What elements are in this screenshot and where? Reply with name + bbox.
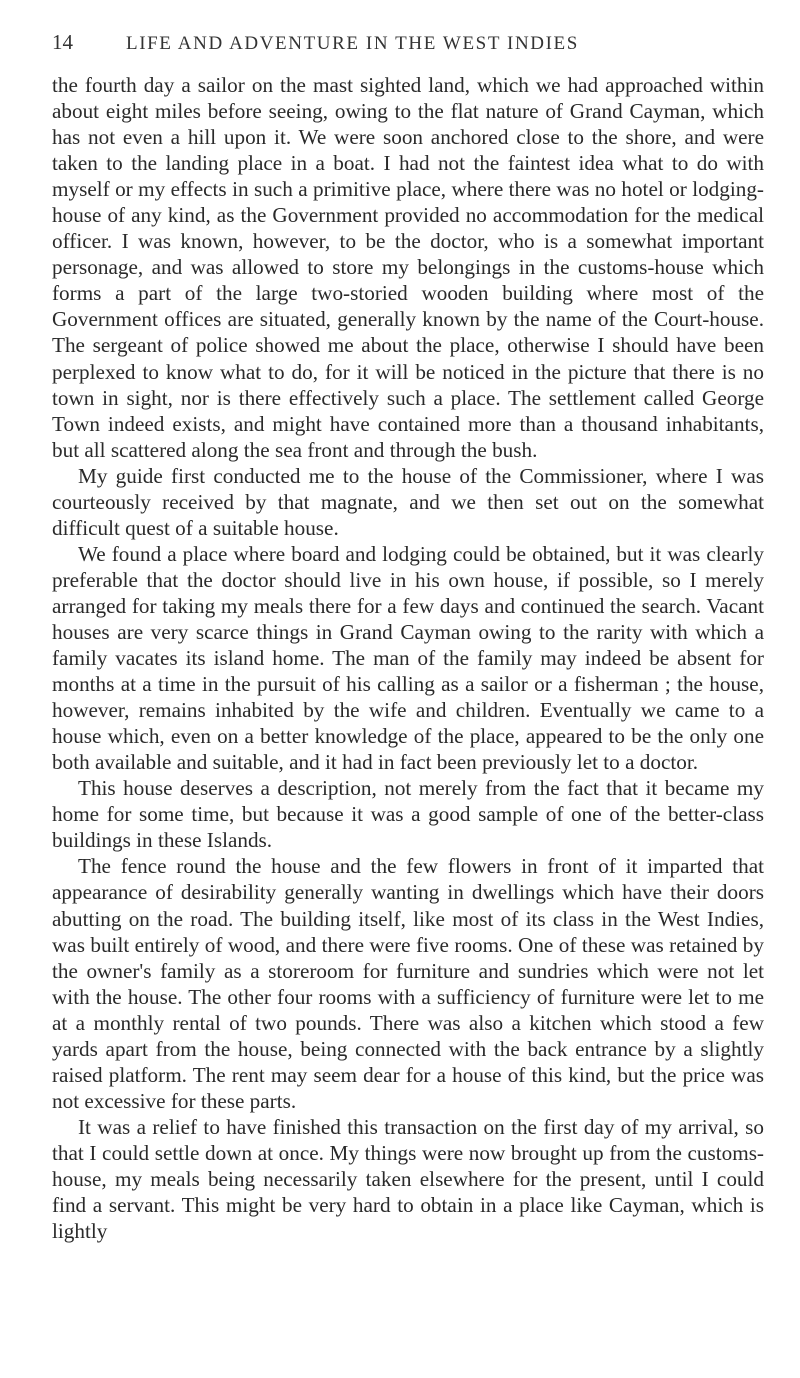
paragraph-3: We found a place where board and lodging could be obtained, but it was clearly preferable that the doctor should live in his own house, if possible, so I merely arranged for taking my meals there for a few days and continued the search. Vacant houses are very scarce things in Grand Cayman owing to the rarity with which a family vacates its island home. The man of the family may indeed be absent for months at a time in the pursuit of his calling as a sailor or a fisherman ; the house, however, remains inhabited by the wife and children. Eventually we came to a house which, even on a better knowledge of the place, appeared to be the only one both available and suitable, and it had in fact been previously let to a doctor. — [52, 541, 764, 775]
paragraph-5: The fence round the house and the few flowers in front of it imparted that appearance of desirability generally wanting in dwellings which have their doors abutting on the road. The building itself, like most of its class in the West Indies, was built entirely of wood, and there were five rooms. One of these was retained by the owner's family as a storeroom for furniture and sundries which were not let with the house. The other four rooms with a sufficiency of furniture were let to me at a monthly rental of two pounds. There was also a kitchen which stood a few yards apart from the house, being connected with the back entrance by a slightly raised platform. The rent may seem dear for a house of this kind, but the price was not excessive for these parts. — [52, 854, 764, 1113]
paragraph-1: the fourth day a sailor on the mast sighted land, which we had approached within about eight miles before seeing, owing to the flat nature of Grand Cayman, which has not even a hill upon it. We were soon anchored close to the shore, and were taken to the landing place in a boat. I had not the faintest idea what to do with myself or my effects in such a primitive place, where there was no hotel or lodging-house of any kind, as the Government provided no accommodation for the medical officer. I was known, however, to be the doctor, who is a somewhat important personage, and was allowed to store my belongings in the customs-house which forms a part of the large two-storied wooden building where most of the Government offices are situated, generally known by the name of the Court-house. The sergeant of police showed me about the place, otherwise I should have been perplexed to know what to do, for it will be noticed in the picture that there is no town in sight, nor is there effectively such a place. The settlement called George Town indeed exists, and might have contained more than a thousand inhabitants, but all scattered along the sea front and through the bush. — [52, 73, 764, 462]
paragraph-6: It was a relief to have finished this transaction on the first day of my arrival, so that I could settle down at once. My things were now brought up from the customs-house, my meals being necessarily taken elsewhere for the present, until I could find a servant. This might be very hard to obtain in a place like Cayman, which is lightly — [52, 1114, 764, 1244]
body-text — [52, 72, 764, 1244]
page-number: 14 — [52, 30, 73, 54]
paragraph-2: My guide first conducted me to the house of the Commissioner, where I was courteously received by that magnate, and we then set out on the somewhat difficult quest of a suitable house. — [52, 463, 764, 540]
running-title: LIFE AND ADVENTURE IN THE WEST INDIES — [126, 33, 579, 54]
paragraph-4: This house deserves a description, not merely from the fact that it became my home for some time, but because it was a good sample of one of the better-class buildings in these Islands. — [52, 776, 764, 853]
running-head — [52, 30, 764, 64]
